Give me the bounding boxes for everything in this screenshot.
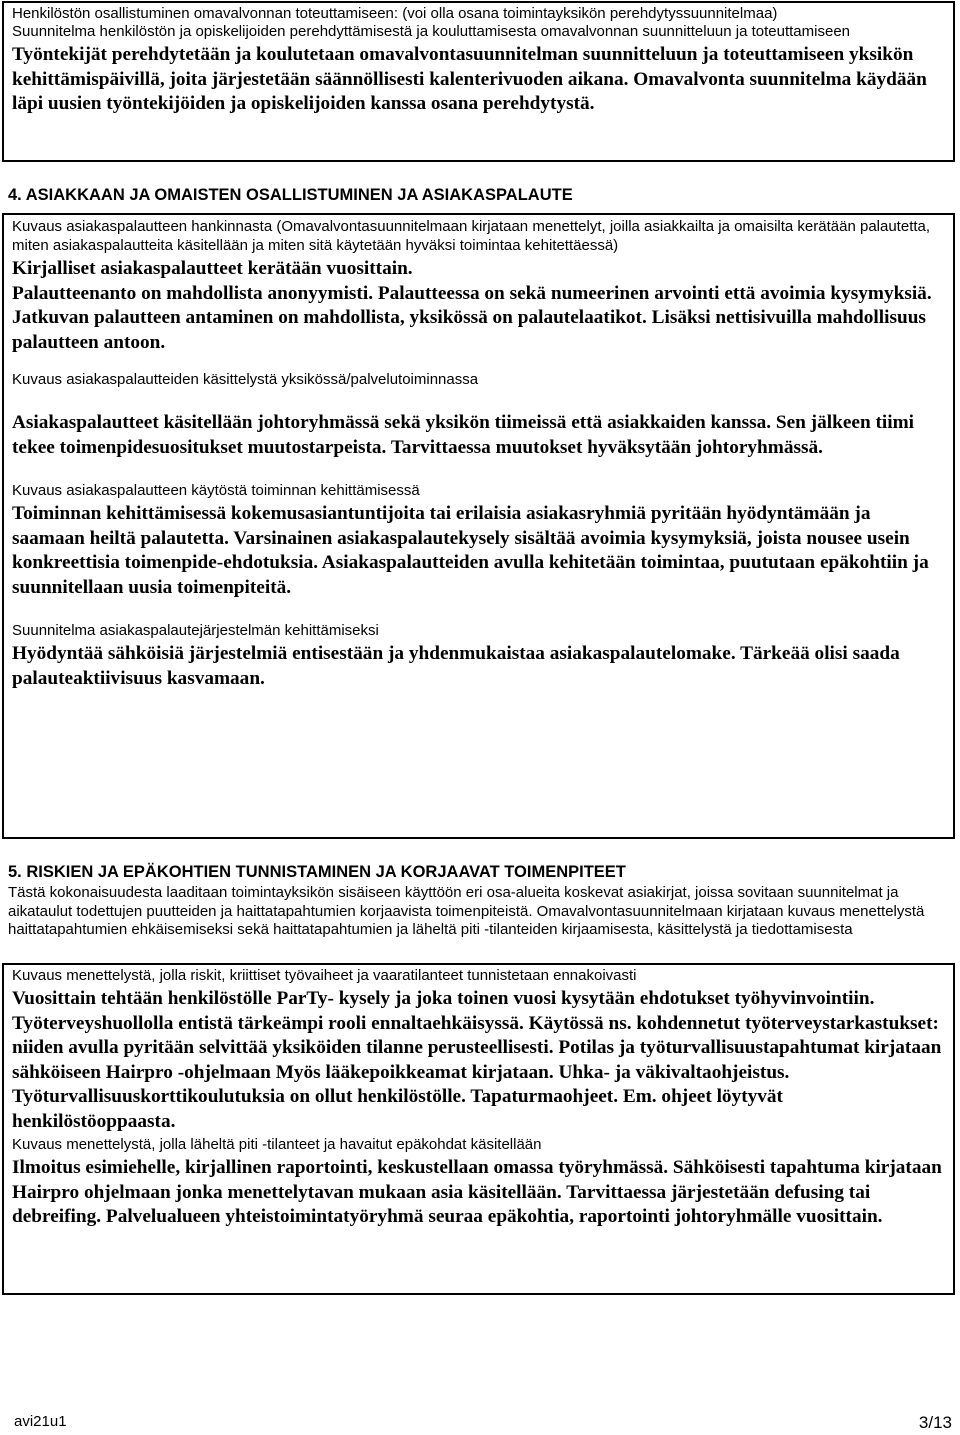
customer-feedback-box [2, 213, 955, 839]
page-number: 3/13 [918, 1413, 952, 1432]
section-5-intro: Tästä kokonaisuudesta laaditaan toimintayksikön sisäiseen käyttöön eri osa-alueita koskevat asiakirjat, joissa sovitaan suunnitelmat ja aikataulut todettujen puutteiden ja haittatapahtumien korjaavista toimenpiteistä. Omavalvontasuunnitelmaan kirjataan kuvaus menettelystä haittatapahtumien ehkäisemiseksi sekä haittatapahtumien ja läheltä piti -tilanteiden kirjaamisesta, käsittelystä ja tiedottamisesta [8, 884, 925, 938]
near-miss-handling-label: Kuvaus menettelystä, jolla läheltä piti -tilanteet ja havaitut epäkohdat käsitellään [12, 1136, 542, 1153]
feedback-usage-label: Kuvaus asiakaspalautteen käytöstä toiminnan kehittämisessä [12, 482, 420, 499]
near-miss-handling-answer: Ilmoitus esimiehelle, kirjallinen raportointi, keskustellaan omassa työryhmässä. Sähköisesti tapahtuma kirjataan Hairpro ohjelmaan jonka menettelytavan mukaan asia käsitellään. Tarvittaessa järjestetään defusing tai debreifing. Palvelualueen yhteistoimintatyöryhmä seuraa epäkohtia, raportointi johtoryhmälle vuosittain. [12, 1157, 942, 1227]
feedback-usage-answer: Toiminnan kehittämisessä kokemusasiantuntijoita tai erilaisia asiakasryhmiä pyritään hyödyntämään ja saamaan heiltä palautetta. Varsinainen asiakaspalautekysely sisältää avoimia kysymyksiä, joista nousee usein konkreettisia toimenpide-ehdotuksia. Asiakaspalautteiden avulla kehitetään toimintaa, puututaan epäkohtiin ja suunnitellaan uusia toimenpiteitä. [12, 503, 929, 598]
staff-participation-box [2, 1, 955, 162]
feedback-handling-answer: Asiakaspalautteet käsitellään johtoryhmässä sekä yksikön tiimeissä että asiakkaiden kanssa. Sen jälkeen tiimi tekee toimenpidesuositukset muutostarpeista. Tarvittaessa muutokset hyväksytään johtoryhmässä. [12, 412, 915, 458]
feedback-system-plan-answer: Hyödyntää sähköisiä järjestelmiä entisestään ja yhdenmukaistaa asiakaspalautelomake. Tärkeää olisi saada palauteaktiivisuus kasvamaan. [12, 643, 900, 689]
risk-identification-box [2, 963, 955, 1295]
feedback-handling-label: Kuvaus asiakaspalautteiden käsittelystä yksikössä/palvelutoiminnassa [12, 371, 479, 388]
feedback-collection-label: Kuvaus asiakaspalautteen hankinnasta (Omavalvontasuunnitelmaan kirjataan menettelyt, joilla asiakkailta ja omaisilta kerätään palautetta, miten asiakaspalautteita käsitellään ja miten sitä käytetään hyväksi toimintaa kehitettäessä) [12, 218, 931, 254]
risk-identification-label: Kuvaus menettelystä, jolla riskit, kriittiset työvaiheet ja vaaratilanteet tunnistetaan ennakoivasti [12, 967, 637, 984]
risk-identification-answer: Vuosittain tehtään henkilöstölle ParTy- kysely ja joka toinen vuosi kysytään ehdotukset työhyvinvointiin. Työterveyshuollolla entistä tärkeämpi rooli ennaltaehkäisyssä. Käytössä ns. kohdennetut työterveystarkastukset: niiden avulla pyritään selvittää yksiköiden tilanne perusteellisesti. Potilas ja työturvallisuustapahtumat kirjataan sähköiseen Hairpro -ohjelmaan Myös lääkepoikkeamat kirjataan. Uhka- ja väkivaltaohjeistus. Työturvallisuuskorttikoulutuksia on ollut henkilöstölle. Tapaturmaohjeet. Em. ohjeet löytyvät henkilöstöoppaasta. [12, 988, 942, 1132]
staff-training-plan-label: Suunnitelma henkilöstön ja opiskelijoiden perehdyttämisestä ja kouluttamisesta omavalvonnan suunnitteluun ja toteuttamiseen [12, 23, 851, 40]
section-4-heading: 4. ASIAKKAAN JA OMAISTEN OSALLISTUMINEN JA ASIAKASPALAUTE [8, 186, 573, 204]
feedback-collection-answer-b: Palautteenanto on mahdollista anonyymisti. Palautteessa on sekä numeerinen arvointi että avoimia kysymyksiä. Jatkuvan palautteen antaminen on mahdollista, yksikössä on palautelaatikot. Lisäksi nettisivuilla mahdollisuus palautteen antoon. [12, 282, 932, 353]
feedback-system-plan-label: Suunnitelma asiakaspalautejärjestelmän kehittämiseksi [12, 622, 379, 639]
section-5-heading: 5. RISKIEN JA EPÄKOHTIEN TUNNISTAMINEN JA KORJAAVAT TOIMENPITEET [8, 863, 626, 881]
staff-participation-label: Henkilöstön osallistuminen omavalvonnan toteuttamiseen: (voi olla osana toimintayksikön perehdytyssuunnitelmaa) [12, 5, 778, 22]
staff-training-plan-answer: Työntekijät perehdytetään ja koulutetaan omavalvontasuunnitelman suunnitteluun ja toteuttamiseen yksikön kehittämispäivillä, joita järjestetään säännöllisesti kalenterivuoden aikana. Omavalvonta suunnitelma käydään läpi uusien työntekijöiden ja opiskelijoiden kanssa osana perehdytystä. [12, 44, 927, 114]
feedback-collection-answer-a: Kirjalliset asiakaspalautteet kerätään vuosittain. [12, 258, 413, 279]
document-id: avi21u1 [14, 1413, 67, 1430]
